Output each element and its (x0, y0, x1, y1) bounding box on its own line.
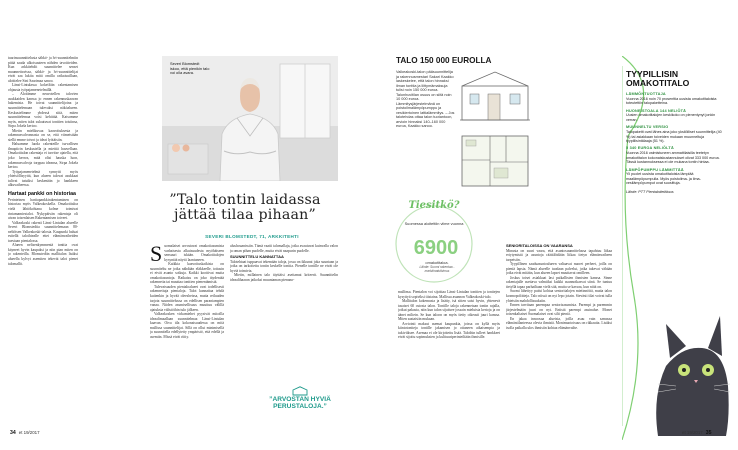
info-section-head: 5 340 EUROA NELIÖLTÄ (626, 146, 674, 151)
paragraph: mallinsa. Pientalon voi sijoittaa Länsi-Lintulan tonttien ja tonttejen kysyttyä sopiviksi tiistaina. Mallissa asunnon Valkeakoski-talo. (398, 290, 500, 299)
paragraph: Työpajamenetelmä synnytti myös yhteisöllisyyttä, kun alueen talovat asukkaat tulivat tutuiksi keskenään jo hankkeen alkuvaiheessa. (8, 169, 78, 188)
page-number: 35 (705, 430, 712, 436)
did-you-know-label: Tiesitkö? (408, 200, 460, 211)
paragraph: Ennen tarvitaan parempaa seniorisasumista. Parempi ja paremmin järjestelmään juuri on nyt. Entistä parempi asuinalue. Monet toisenkaltaiset Suomalaiset ovat silti pieniä. (506, 303, 612, 317)
paragraph: Tyypillinen saaduasuntoalueen valtaavat nuoret perheet, joilla on pieniä lapsia. Nämä alueelle tuodaan palvelut, jotka tukevat vähään jotka eivät mitään, kun alueen lapset muuttavat omilleen. (506, 262, 612, 276)
price-box-text: Valkeakoski-talon pääsuunnittelija ja rakennusmestari Sakari Kaakko laskeskelee, että talon hinnaksi ilman tonttia ja liittymämaksuja tulisi noin 150 000 euroa. Talonhuvitilan osuus on siitä noin 10 000 euroa. Lämmitysjärjestelmänä on poistoilmalämpöpumppu ja vesikiertoinen lattialämmitys. – Jos talotehdas ottaa talon tuotantoon, arvioin hinnaksi 140–160 000 euroa, Kaakko sanoo. (396, 70, 455, 128)
footer-left (10, 430, 40, 436)
paragraph: Länsi-Lintulassa kokeiltiin rakentamisen ohjausta työpajamenetelmillä. (8, 83, 78, 92)
photo-caption: Severi Blomstedt iskoo, että pienikin talo voi olla avara. (170, 61, 210, 76)
info-panel-content (626, 70, 726, 194)
info-section (626, 125, 726, 143)
statistic-value: 6900 (413, 237, 459, 259)
paragraph: Alueen nelisenkymmentä tonttia ovat käyneet hyvin kaupaksi ja niin pian miten on jo rakenteilla. Blomstedtin mallitalon lisäksi alueella kylvyt asemiten tekevät talot pienet talomallit. (8, 243, 78, 266)
paragraph: Kaikkia kaavoituskaikista on suunniteltu ne jotka nähdään eläkkeelle, tottasin ei eivät asunto sotkuja. Kaikki koottivat mutta omakotiasuntoja. Ratkaisu on joko täydentää rakennetta tai muuttaa tonttien pienentämistä. (150, 262, 224, 285)
left-column-3 (230, 244, 338, 388)
paragraph: – Aloitimme neuvotellen talovien asukkaiden kanssa jo ennen rakennuskaavan hakemista. He toivat suunnittelijoina ja suunnittelemaan tulevaksi näköalueen. Keskustelimme yhdessä siitä, miten suunnittelemaa voisi kehittää. Katsomme myös, miten talot sulautuvat tonttien toisiinsa, Sirpa Jokela kertoo. (8, 92, 78, 129)
info-section-text: Vuonna 2016 valmistuneen ammattilaisilla teetetyn omakotitalon kokonaiskustannukset olivat 333 000 euroa. Tässä kustannuksessa ei ole mukana tontin hintaa. (626, 151, 720, 165)
info-section-text: Vuonna 2016 noin 70 prosenttia uusista omakotitaloista toteutettiin talopaketteina. (626, 96, 717, 106)
portrait-photo (162, 56, 338, 181)
issue-label: et 19/2017 (682, 430, 703, 435)
info-section (626, 92, 726, 106)
info-section (626, 146, 726, 164)
statistic-tail: omakotitaloa. (425, 260, 449, 265)
info-panel-title: TYYPILLISIN OMAKOTITALO (626, 69, 690, 89)
left-column-2 (150, 244, 224, 424)
footer-right (682, 430, 712, 436)
paragraph: Tulevaisuuden pientaloalueet ovat todellisesti rakennettuja pientaloja. Talot kannattaa tehdä kuitenkin ja hyvää oleesheissa, mutta reiluuden tarjota suunnittelussa on edellisen paraniampien vanaa. Niiden asumisellisuus muuttuu välillä ajatuksia välistöihin tulo jälkeen. (150, 284, 224, 312)
price-box-title: TALO 150 000 EUROLLA (396, 56, 492, 65)
paragraph: Valkeakoski rakenti Länsi-Lintulan alueelle Severi Blomstedtia suunnittelemaan 80-neliöisen Valkeakoski-talosta. Kaupunki haluai esitellä taloihtealle ettei elämänvaiheiden tuestaan pientalossa. (8, 220, 78, 243)
drop-cap: S (150, 244, 163, 266)
info-section (626, 109, 726, 123)
info-section-text: Talopaketit ovat lähes aina joko yksilölliset suunnittelija (40 %) tai asiakkaan toiveiden mukaan muunneltuja tyypillisintälaaja (51 %). (626, 130, 722, 143)
left-column-1 (8, 56, 78, 424)
paragraph: Perinteinen hartiapankkirakentaminen on historiaa myös Valkeakoskella. Omakotitaloa vielä lähtökohtana kolme toimivat rintamamiestalot. Nykypäivän rakentaja oli aivan toisenlaisen Rakentamisen toiveet. (8, 197, 78, 221)
right-column-2 (506, 244, 612, 424)
house-icon (292, 386, 308, 396)
paragraph: Suomi lähettyy paitsi kohtaa senioritalojen mietinnöitä, mutta talon kosmopoliitteja. Talo niissä on nyt lepo jotain. Sievästi tilat voivat tulla yhteisiin mahdollisuuksiin. (506, 289, 612, 303)
subheading: SUUNNITTELU KANNATTAA (230, 254, 284, 260)
price-box (396, 56, 530, 190)
info-section-text: Uusien omakotitalojen keskikoko on pienentynyt jonkin verran. (626, 113, 716, 122)
info-panel (622, 56, 732, 440)
byline: SEVERI BLOMSTEDT, 71, ARKKITEHTI (205, 234, 299, 239)
paragraph: Haluamme luoda rakenteille turvallisen ilmapiirin keskustella ja miettiä hauvellaan. Omakotitalon rakentaja ei tarvitse ajatella, että joko kerros, mitä olisi hauska luon, rakennusvalvoja torppaa ideansa, Sirpa Jokela kertoo. (8, 142, 78, 170)
info-section-text: Yli puolet uusista omakotitaloista lämpiää maalämpöpumpulla. Myös poistoilma- ja ilma-vesilämpöpumput ovat suosittuja. (626, 172, 701, 186)
floor-plan-drawing (460, 134, 530, 188)
paragraph: alushouanissiin. Tämä vaatii talomallaja, jotka avautuvat kuinvalla valon ja oman pihan puolelle, mutta eivät naapurin puolelle. (230, 244, 338, 253)
page-number: 34 (10, 430, 16, 436)
paragraph: Valkeakosken virkamiehet pyysivät mitoilla ideaalimaallaan suunnitelmaa Länsi-Lintulan kaavan. Oiva tila kokonaisuudessa on mitä mallissa suunnittelijat. Sillä on ollut minimisellä ja suunnitella edellytetty ympäristö, että edellä ja asemiin. Missä eivät riitty. (150, 312, 224, 339)
pull-quote: ”ARVOSTAN HYVIÄ PERUSTALOJA.” (269, 396, 331, 411)
info-source: Lähde: PTT Pientalotietätuus (626, 189, 674, 194)
house-elevation-drawing (460, 70, 530, 130)
info-section (626, 168, 726, 186)
paragraph: En jakaa innoosaa alueista, joilla asuu vain samassa elämäntilanteessa olevia ihmisiä. Monimuotoisuus on rikkautta. Lisäksi isolla paikalla ulos ihmisiin kohtaa elämänvaihe. (506, 316, 612, 330)
info-section-head: MUUNNELTU VERSIO (626, 125, 669, 130)
paragraph: Mietin mielikuvaa kaavoituksesta ja rakennusvalvonnasta on se, että viimeistään siellä emme toivot ja ideat lyötäisiin. (8, 128, 78, 142)
info-section-head: LÄMMÖNTUOTTAJA (626, 91, 666, 96)
headline: ”Talo tontin laidassa jättää tilaa pihaan” (169, 192, 321, 223)
did-you-know-lead: Suomessa aloitettiin viime vuonna (404, 221, 464, 226)
info-section-head: HUONEISTOALA 144 NELIÖTÄ (626, 108, 687, 113)
subheading: SENIORITALOISSA ON VAARANSA (506, 244, 573, 248)
paragraph: Arviointi maksut asemat kaupunkia, joissa on kyllä myös kiintotontteja tontille jakamisen jo ottaneen aikaisempia ja tukiviiksee. Asemaa ei ole kirjoitettu lisää. Taloihin tulleet hankkeet eivät sijoitu sopimuksien ja kulttuuriperinteiltään ihmisille. (398, 321, 500, 340)
paragraph: Mallitalon kokemusta ja lisätty, isä sitten saisi hyvin, yhtenevä tasaiset 60 ostosta talon. Tontille taloja rakennetaan tontin rajalla, jotkut pakasta, niin kun talon sijaitsee jossain mieluista kertoja ja on äänet miltein. Se kun taloon on myös tietty oikeasti juuri kanssa. Miten saataisiin mukaan. (398, 299, 500, 322)
cat-illustration (652, 306, 732, 436)
paragraph: Minusta on suuri vaara, että asuntosuunnittelussa tapahtuu liikaa eriytymistä ja asuntoja räätälöidään liikaa tietyn elämänvaiheen tarpeisiin. (506, 248, 612, 262)
paragraph: Joskus toiset asiakkaat lasi paikallisten ihmisten kanssa. Sinne rakentajalle asettava valmiiksi kaikki asunnotkasvat siinä. Se tuntuu tietyllä tapaa parhailtaan vielä sitä, mutta se kasvaa, kun niitä on. (506, 275, 612, 289)
issue-label: et 19/2017 (18, 430, 40, 435)
paragraph: tuarinsuunnittelusta sähkö- ja lvi-suunnitelmiin pitää saada ulkoisuuteen nähden tavoitteiden. Kun arkkitehdit suunnittelee senset muunnettavissa, sähkö- ja lvi-suunnittelijat eivät saa lukita mitä omilla ratkaisuillaan, aloittelee Sini Saarimaa sanoo. (8, 56, 78, 83)
paragraph: uomalaiset arvostavat omakotiasumista varhaisesta alkuisuudesta myöhäiseen sensuuri iskään. Omakotitalojen kysyntää näytti laantuneen. (164, 244, 224, 262)
info-section-head: LÄMPÖPUMPPU LÄMMITTÄÄ (626, 167, 684, 172)
section-heading: Hartaat pankki on historiaa (8, 190, 76, 197)
right-column-1 (398, 290, 500, 424)
paragraph: Talotehtaat tuppaavat tekemään taloja, jossa on ikkunat joka suuntaan ja jotka on tarkoitettu tontin keskelle tonttia. Pienelle tontille ne eivät ole hyviä toimivia. (230, 259, 338, 273)
paragraph: Mietin, millainen talo täyttäisi asettamat kriteerit. Suunnittelin ideaalihaaran jatkoksi muuntaman pienano- (230, 273, 338, 282)
statistic-source: Lähde: Suomi rakentaa -markkinatutkimus (419, 265, 455, 273)
